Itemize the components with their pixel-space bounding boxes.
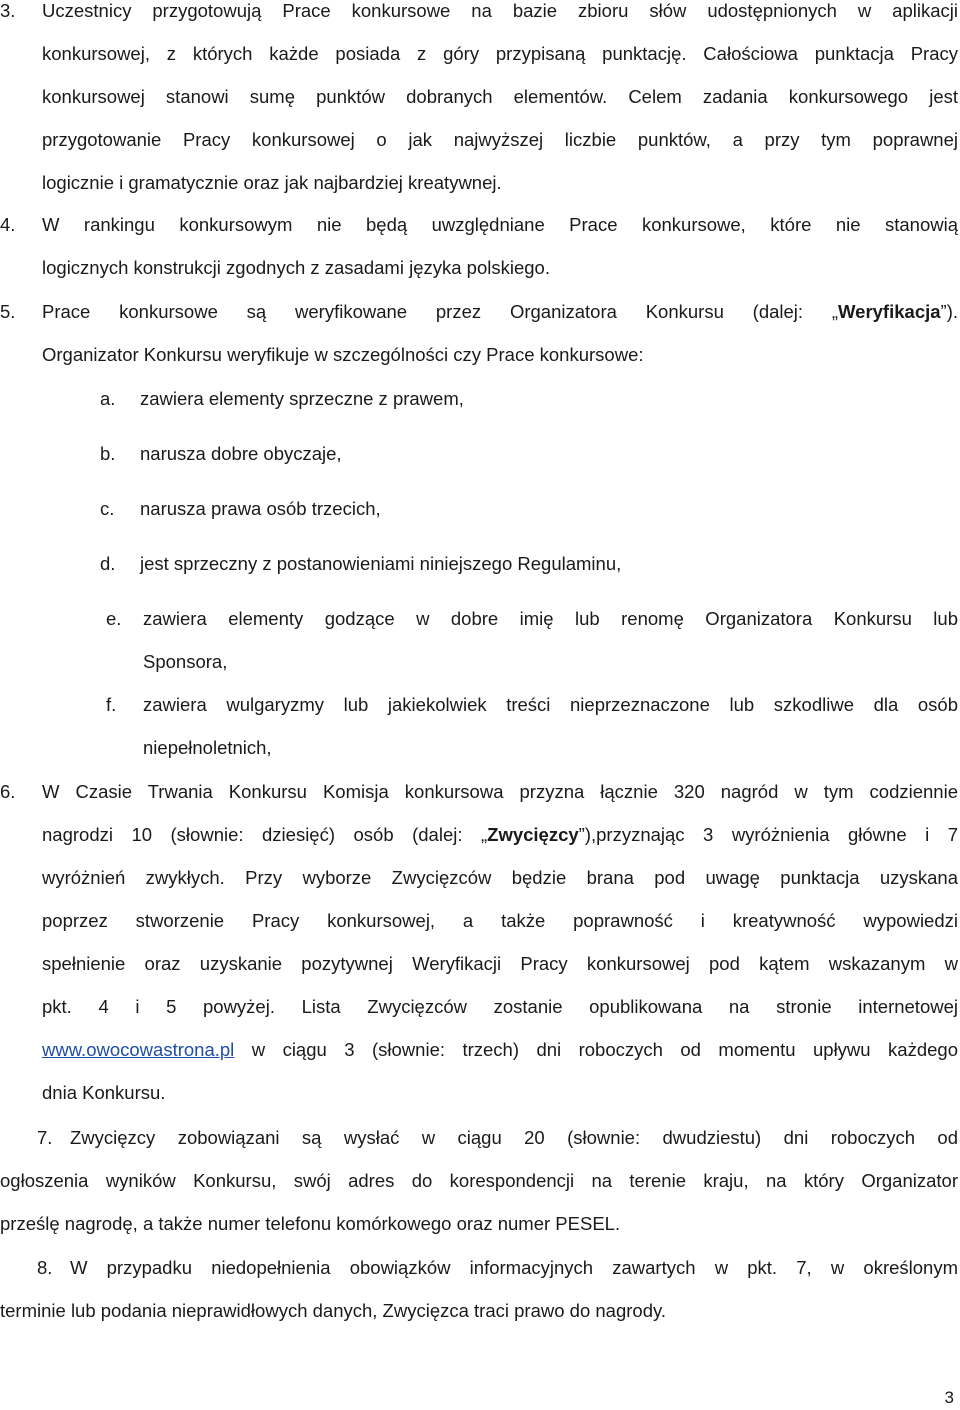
paragraph-line: ogłoszenia wyników Konkursu, swój adres do korespondencji na terenie kraju, na który Organizator <box>0 1170 958 1191</box>
sub-letter: b. <box>100 443 116 464</box>
sub-letter: c. <box>100 498 115 519</box>
paragraph-line: terminie lub podania nieprawidłowych danych, Zwycięzca traci prawo do nagrody. <box>0 1300 666 1321</box>
defined-term: Zwycięzcy <box>487 824 579 845</box>
item-number: 3. <box>0 0 16 21</box>
paragraph-line: spełnienie oraz uzyskanie pozytywnej Weryfikacji Pracy konkursowej pod kątem wskazanym w <box>42 953 958 974</box>
paragraph-line: prześlę nagrodę, a także numer telefonu komórkowego oraz numer PESEL. <box>0 1213 621 1234</box>
sub-item-text: narusza dobre obyczaje, <box>140 443 342 464</box>
sub-item-text: Sponsora, <box>143 651 228 672</box>
sub-letter: f. <box>106 694 117 715</box>
item-number: 8. <box>37 1257 53 1278</box>
sub-letter: d. <box>100 553 116 574</box>
item-number: 5. <box>0 301 16 322</box>
paragraph-line: logicznie i gramatycznie oraz jak najbardziej kreatywnej. <box>42 172 502 193</box>
paragraph-line: przygotowanie Pracy konkursowej o jak najwyższej liczbie punktów, a przy tym poprawnej <box>42 129 958 150</box>
paragraph-line: konkursowej stanowi sumę punktów dobranych elementów. Celem zadania konkursowego jest <box>42 86 958 107</box>
paragraph-line: pkt. 4 i 5 powyżej. Lista Zwycięzców zostanie opublikowana na stronie internetowej <box>42 996 958 1017</box>
paragraph-line <box>42 1039 958 1063</box>
sub-item-text: niepełnoletnich, <box>143 737 272 758</box>
paragraph-line: konkursowej, z których każde posiada z góry przypisaną punktację. Całościowa punktacja Pracy <box>42 43 958 64</box>
paragraph-line: wyróżnień zwykłych. Przy wyborze Zwycięzców będzie brana pod uwagę punktacja uzyskana <box>42 867 958 888</box>
paragraph-line: W przypadku niedopełnienia obowiązków informacyjnych zawartych w pkt. 7, w określonym <box>70 1257 958 1278</box>
paragraph-line <box>42 301 958 325</box>
paragraph-line <box>42 824 958 848</box>
paragraph-line: W Czasie Trwania Konkursu Komisja konkursowa przyzna łącznie 320 nagród w tym codziennie <box>42 781 958 802</box>
item-number: 7. <box>37 1127 53 1148</box>
paragraph-line: poprzez stworzenie Pracy konkursowej, a także poprawność i kreatywność wypowiedzi <box>42 910 958 931</box>
text-span: w ciągu 3 (słownie: trzech) dni roboczych od momentu upływu każdego <box>234 1039 958 1060</box>
sub-letter: e. <box>106 608 122 629</box>
text-span: ”),przyznając 3 wyróżnienia główne i 7 <box>578 824 958 845</box>
item-number: 4. <box>0 214 16 235</box>
paragraph-line: Uczestnicy przygotowują Prace konkursowe na bazie zbioru słów udostępnionych w aplikacji <box>42 0 958 21</box>
sub-item-text: jest sprzeczny z postanowieniami niniejszego Regulaminu, <box>140 553 622 574</box>
paragraph-line: logicznych konstrukcji zgodnych z zasadami języka polskiego. <box>42 257 550 278</box>
website-link[interactable]: www.owocowastrona.pl <box>42 1039 235 1060</box>
sub-item-text: narusza prawa osób trzecich, <box>140 498 381 519</box>
paragraph-line: Zwycięzcy zobowiązani są wysłać w ciągu 20 (słownie: dwudziestu) dni roboczych od <box>70 1127 958 1148</box>
defined-term: Weryfikacja <box>838 301 941 322</box>
text-span: ”). <box>940 301 958 322</box>
sub-item-text: zawiera elementy godzące w dobre imię lub renomę Organizatora Konkursu lub <box>143 608 958 629</box>
text-span: Prace konkursowe są weryfikowane przez Organizatora Konkursu (dalej: „ <box>42 301 839 322</box>
paragraph-line: dnia Konkursu. <box>42 1082 166 1103</box>
paragraph-line: Organizator Konkursu weryfikuje w szczególności czy Prace konkursowe: <box>42 344 644 365</box>
sub-item-text: zawiera elementy sprzeczne z prawem, <box>140 388 464 409</box>
sub-item-text: zawiera wulgaryzmy lub jakiekolwiek treści nieprzeznaczone lub szkodliwe dla osób <box>143 694 958 715</box>
paragraph-line: W rankingu konkursowym nie będą uwzględniane Prace konkursowe, które nie stanowią <box>42 214 958 235</box>
sub-letter: a. <box>100 388 116 409</box>
page-number: 3 <box>944 1388 954 1407</box>
text-span: nagrodzi 10 (słownie: dziesięć) osób (dalej: „ <box>42 824 488 845</box>
item-number: 6. <box>0 781 16 802</box>
